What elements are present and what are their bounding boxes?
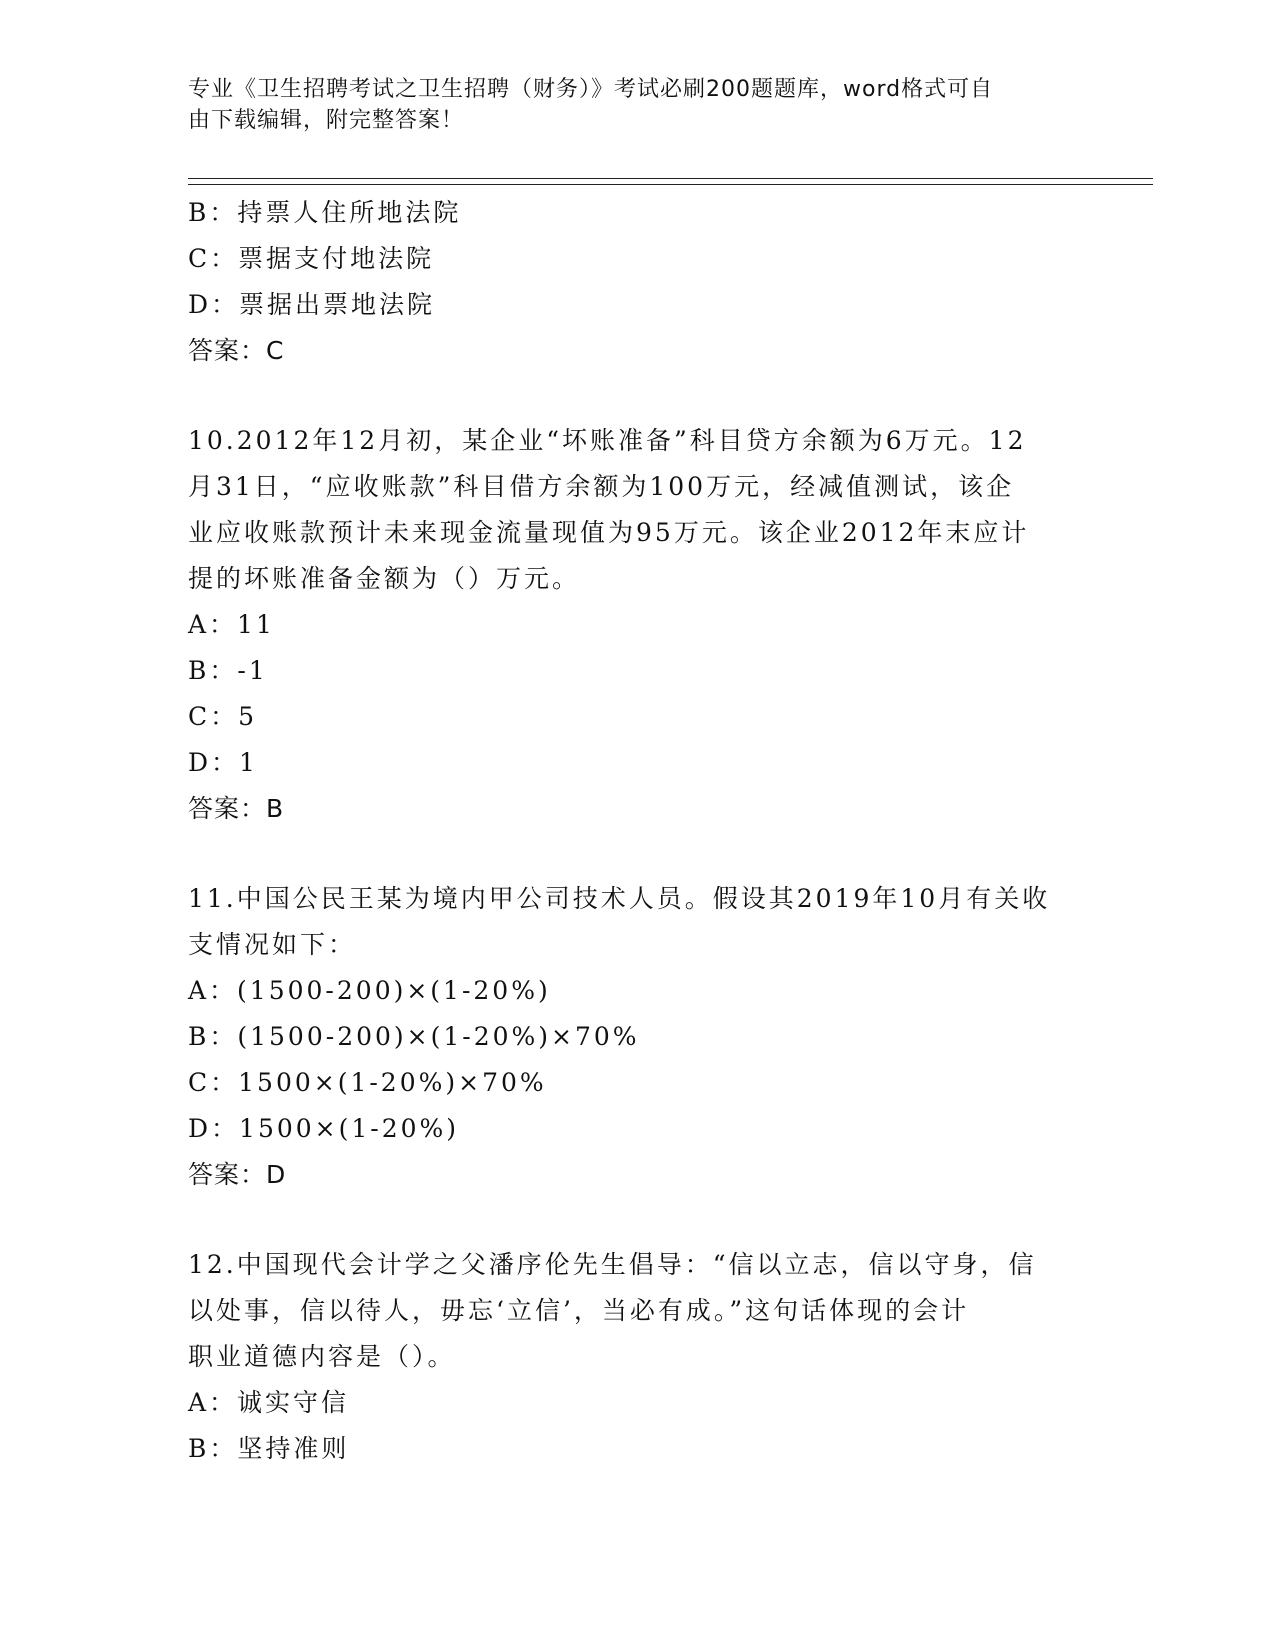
question-gap [188, 832, 1078, 876]
option-d: D：1 [188, 748, 258, 777]
question-stem-line: 以处事，信以待人，毋忘‘立信’，当必有成。”这句话体现的会计 [188, 1296, 970, 1325]
question-content [188, 190, 1078, 1472]
question-gap [188, 374, 1078, 418]
header-divider-top [188, 178, 1153, 179]
question-gap [188, 1198, 1078, 1242]
question-stem-line: 职业道德内容是（）。 [188, 1342, 456, 1371]
option-b: B：坚持准则 [188, 1434, 350, 1463]
option-a: A：(1500-200)×(1-20%) [188, 976, 551, 1005]
option-a: A：诚实守信 [188, 1388, 350, 1417]
question-stem-line: 11.中国公民王某为境内甲公司技术人员。假设其2019年10月有关收 [188, 884, 1051, 913]
option-d: D：票据出票地法院 [188, 290, 436, 319]
answer-label: 答案：C [188, 336, 285, 365]
question-stem-line: 提的坏账准备金额为（）万元。 [188, 564, 581, 593]
question-stem-line: 业应收账款预计未来现金流量现值为95万元。该企业2012年末应计 [188, 518, 1030, 547]
option-b: B：持票人住所地法院 [188, 198, 462, 227]
answer-label: 答案：D [188, 1160, 287, 1189]
option-d: D：1500×(1-20%) [188, 1114, 460, 1143]
answer-label: 答案：B [188, 794, 285, 823]
document-header [188, 74, 1068, 136]
question-11 [188, 876, 1078, 1198]
option-a: A：11 [188, 610, 275, 639]
question-stem-line: 10.2012年12月初，某企业“坏账准备”科目贷方余额为6万元。12 [188, 426, 1027, 455]
header-line-2: 由下载编辑，附完整答案！ [188, 108, 465, 133]
question-10 [188, 418, 1078, 832]
option-c: C：票据支付地法院 [188, 244, 435, 273]
question-stem-line: 12.中国现代会计学之父潘序伦先生倡导：“信以立志，信以守身，信 [188, 1250, 1037, 1279]
question-stem-line: 月31日，“应收账款”科目借方余额为100万元，经减值测试，该企 [188, 472, 1015, 501]
question-12 [188, 1242, 1078, 1472]
option-c: C：1500×(1-20%)×70% [188, 1068, 547, 1097]
option-b: B：-1 [188, 656, 268, 685]
option-b: B：(1500-200)×(1-20%)×70% [188, 1022, 640, 1051]
question-stem-line: 支情况如下： [188, 930, 357, 959]
option-c: C：5 [188, 702, 258, 731]
header-line-1: 专业《卫生招聘考试之卫生招聘（财务）》考试必刷200题题库，word格式可自 [188, 77, 994, 102]
prev-question-block [188, 190, 1078, 374]
header-divider-bottom [188, 184, 1153, 185]
